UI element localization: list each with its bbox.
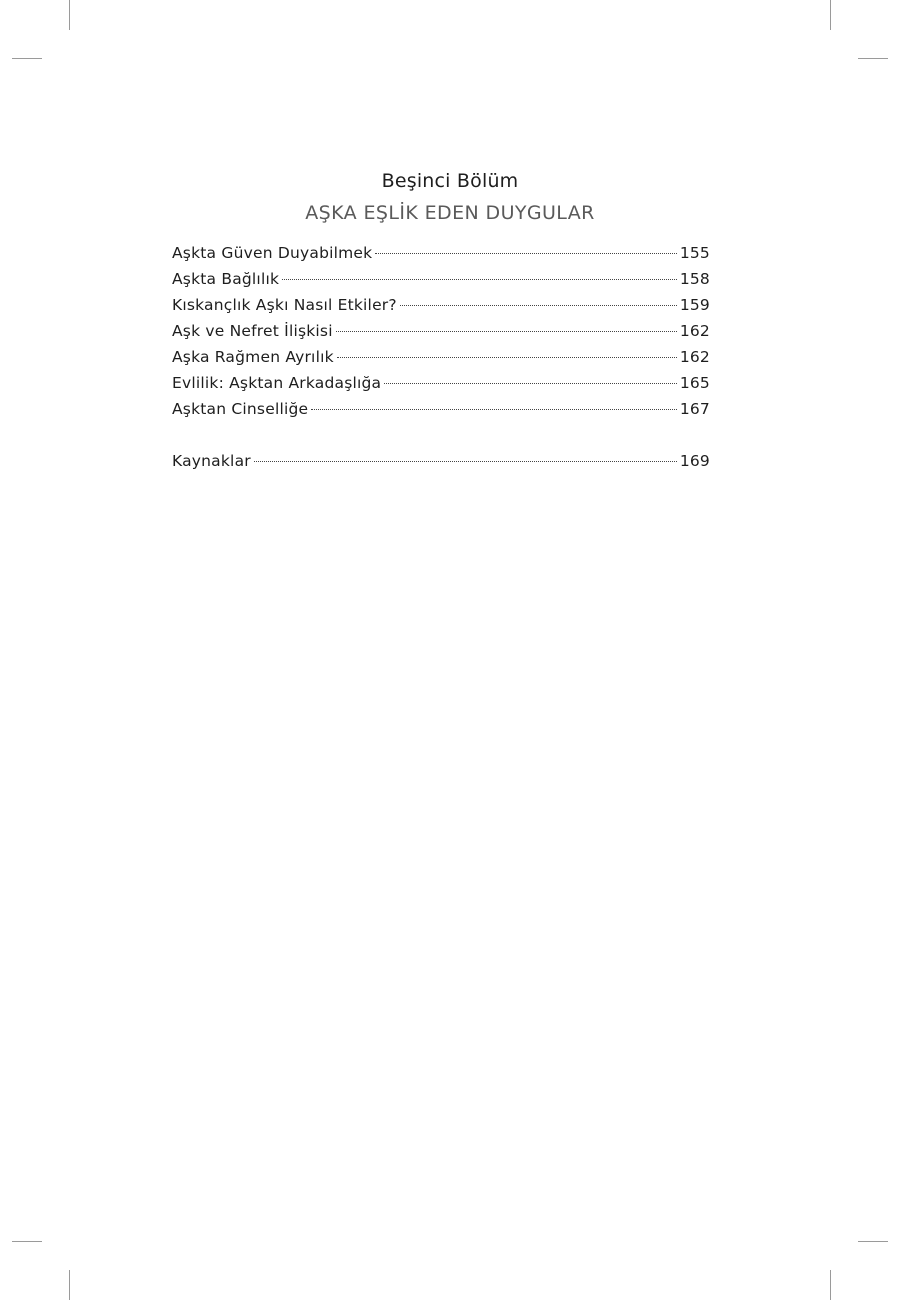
crop-mark-bottom-right-horizontal bbox=[858, 1241, 888, 1242]
toc-entry-title: Kıskançlık Aşkı Nasıl Etkiler? bbox=[172, 296, 397, 314]
chapter-label: Beşinci Bölüm bbox=[381, 170, 519, 192]
toc-spacer bbox=[172, 422, 710, 448]
toc-entry[interactable] bbox=[172, 344, 710, 370]
toc-entry-page: 162 bbox=[679, 348, 710, 366]
toc-entry[interactable] bbox=[172, 266, 710, 292]
dot-leader bbox=[384, 383, 677, 384]
toc-entry-page: 165 bbox=[679, 374, 710, 392]
dot-leader bbox=[375, 253, 676, 254]
crop-mark-bottom-left-horizontal bbox=[12, 1241, 42, 1242]
toc-entry[interactable] bbox=[172, 318, 710, 344]
toc-entry-title: Aşkta Güven Duyabilmek bbox=[172, 244, 373, 262]
crop-mark-bottom-left-vertical bbox=[69, 1270, 70, 1300]
toc-entry-title: Aşka Rağmen Ayrılık bbox=[172, 348, 334, 366]
table-of-contents bbox=[172, 240, 710, 474]
chapter-title: AŞKA EŞLİK EDEN DUYGULAR bbox=[305, 202, 595, 224]
toc-entry-page: 155 bbox=[679, 244, 710, 262]
toc-entry-references[interactable] bbox=[172, 448, 710, 474]
dot-leader bbox=[282, 279, 677, 280]
toc-entry-title: Evlilik: Aşktan Arkadaşlığa bbox=[172, 374, 382, 392]
dot-leader bbox=[400, 305, 677, 306]
toc-entry-title: Aşktan Cinselliğe bbox=[172, 400, 309, 418]
toc-entry[interactable] bbox=[172, 240, 710, 266]
toc-entry-title: Aşkta Bağlılık bbox=[172, 270, 280, 288]
toc-entry-page: 167 bbox=[679, 400, 710, 418]
crop-mark-top-left-horizontal bbox=[12, 58, 42, 59]
toc-entry-page: 169 bbox=[679, 452, 710, 470]
crop-mark-top-left-vertical bbox=[69, 0, 70, 30]
dot-leader bbox=[336, 331, 677, 332]
chapter-header bbox=[0, 168, 900, 226]
toc-entry[interactable] bbox=[172, 292, 710, 318]
dot-leader bbox=[337, 357, 677, 358]
toc-entry-title: Aşk ve Nefret İlişkisi bbox=[172, 322, 333, 340]
toc-entry-page: 158 bbox=[679, 270, 710, 288]
crop-mark-top-right-vertical bbox=[830, 0, 831, 30]
crop-mark-bottom-right-vertical bbox=[830, 1270, 831, 1300]
dot-leader bbox=[311, 409, 677, 410]
toc-entry[interactable] bbox=[172, 370, 710, 396]
toc-entry[interactable] bbox=[172, 396, 710, 422]
toc-entry-page: 162 bbox=[679, 322, 710, 340]
crop-mark-top-right-horizontal bbox=[858, 58, 888, 59]
toc-entry-title: Kaynaklar bbox=[172, 452, 251, 470]
toc-entry-page: 159 bbox=[679, 296, 710, 314]
dot-leader bbox=[254, 461, 677, 462]
